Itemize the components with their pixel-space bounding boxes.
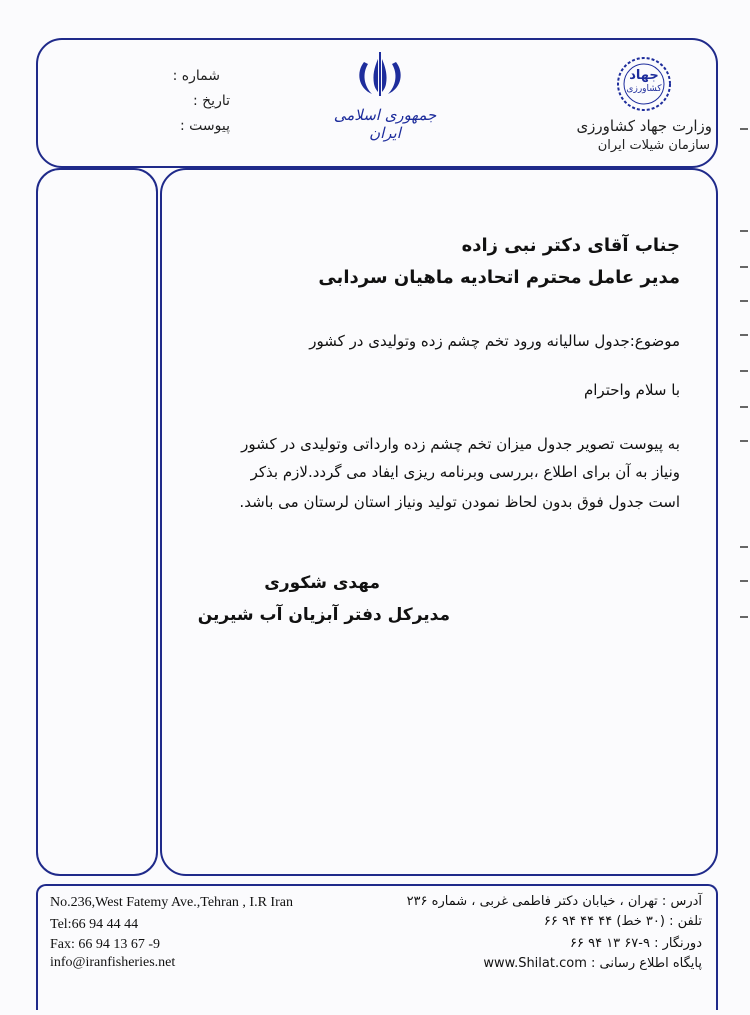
attachment-field-label: پیوست : <box>180 118 230 134</box>
scan-edge-marks <box>736 120 750 660</box>
logo-title: جهاد <box>629 68 659 83</box>
body-line-1: به پیوست تصویر جدول میزان تخم چشم زده وارداتی وتولیدی در کشور <box>241 435 680 453</box>
recipient-name: جناب آقای دکتر نبی زاده <box>461 235 680 256</box>
body-line-2: ونیاز به آن برای اطلاع ،بررسی وبرنامه ریزی ایفاد می گردد.لازم بذکر <box>250 463 680 481</box>
body-line-3: است جدول فوق بدون لحاظ نمودن تولید ونیاز استان لرستان می باشد. <box>239 493 680 511</box>
signer-name: مهدی شکوری <box>264 573 380 593</box>
ministry-name: وزارت جهاد کشاورزی <box>576 117 712 135</box>
republic-text: جمهوری اسلامی ایران <box>333 106 437 142</box>
date-field-label: تاریخ : <box>192 93 230 109</box>
footer-fa-tel: تلفن : (۳۰ خط) ۴۴ ۴۴ ۹۴ ۶۶ <box>543 914 702 929</box>
logo-subtitle: کشاورزی <box>626 84 662 94</box>
recipient-title: مدیر عامل محترم اتحادیه ماهیان سردابی <box>318 267 680 288</box>
signer-title: مدیرکل دفتر آبزیان آب شیرین <box>197 605 450 625</box>
footer-fa-fax: دورنگار : ۹-۶۷ ۱۳ ۹۴ ۶۶ <box>569 936 702 951</box>
organization-name: سازمان شیلات ایران <box>597 138 710 153</box>
greeting: با سلام واحترام <box>583 381 680 399</box>
side-margin-frame <box>36 168 158 876</box>
subject-line: موضوع:جدول سالیانه ورود تخم چشم زده وتولیدی در کشور <box>309 332 680 350</box>
footer-en-address: No.236,West Fatemy Ave.,Tehran , I.R Iran <box>50 895 293 910</box>
footer-fa-address: آدرس : تهران ، خیابان دکتر فاطمی غربی ، شماره ۲۳۶ <box>406 894 702 909</box>
footer-en-tel: Tel:66 94 44 44 <box>50 917 139 932</box>
number-field-label: شماره : <box>172 68 220 84</box>
iran-emblem-icon <box>350 50 410 100</box>
footer-en-email: info@iranfisheries.net <box>50 955 176 970</box>
footer-fa-web: پایگاه اطلاع رسانی : www.Shilat.com <box>483 956 702 971</box>
footer-en-fax: Fax: 66 94 13 67 -9 <box>50 937 161 952</box>
